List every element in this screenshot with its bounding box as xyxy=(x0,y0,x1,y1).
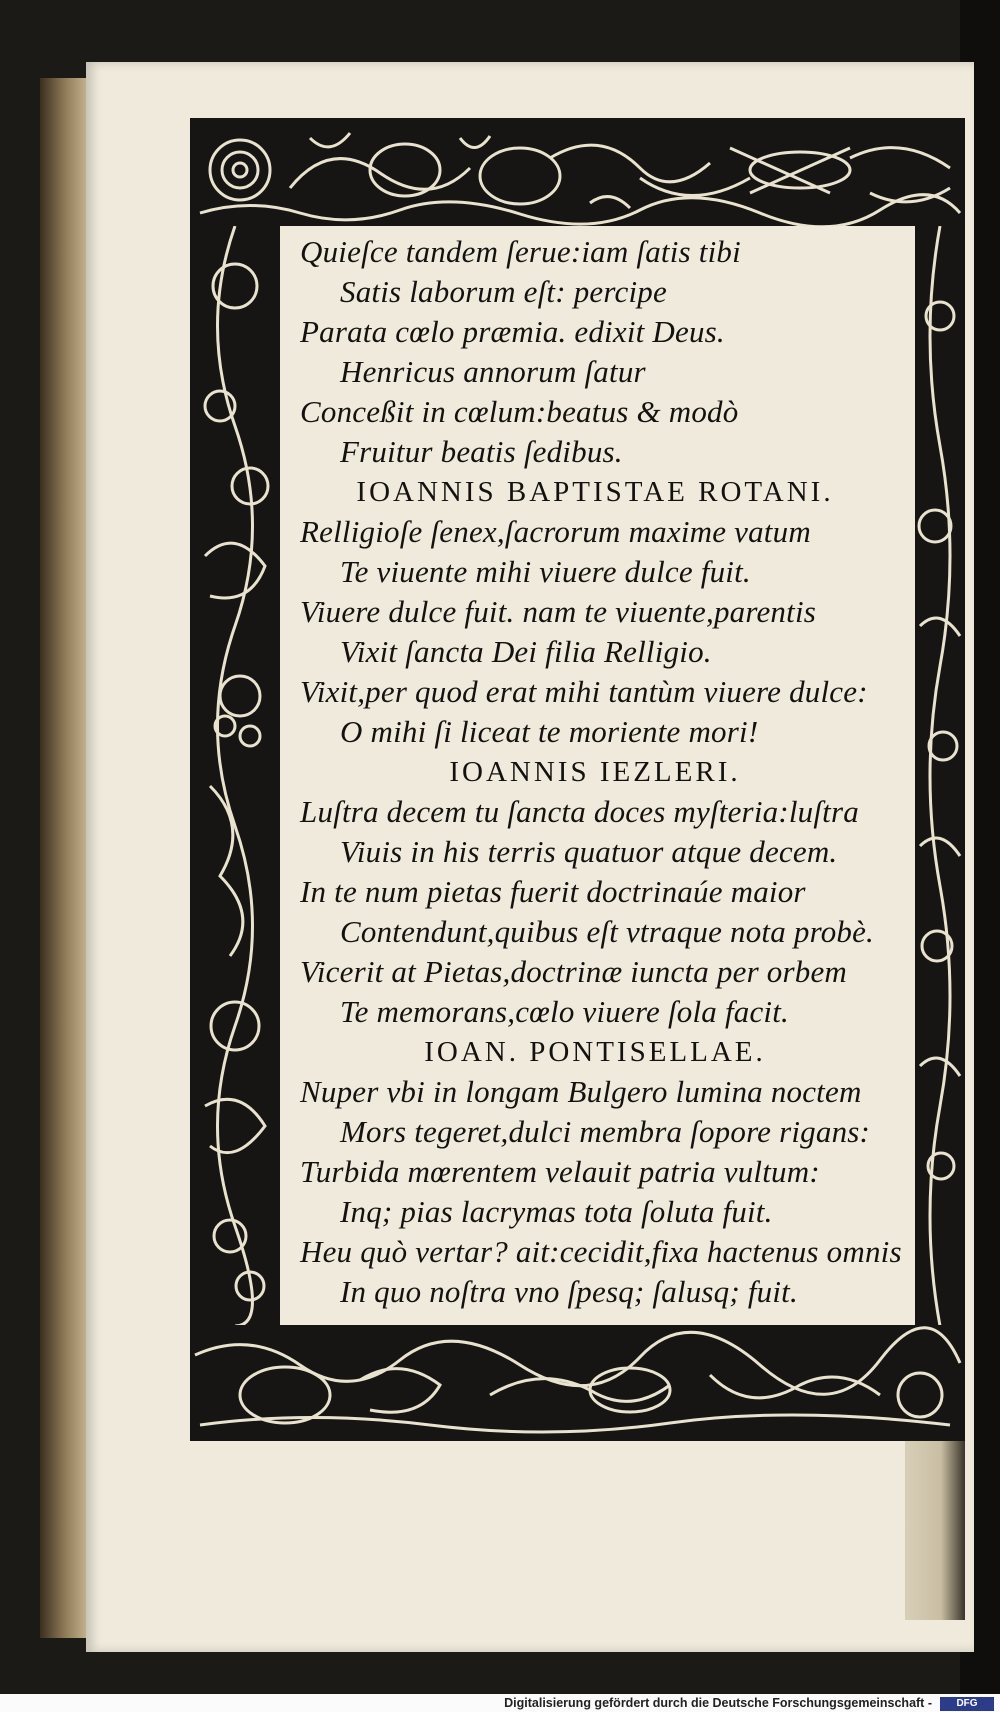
text-line: Quieſce tandem ſerue:iam ſatis tibi xyxy=(300,234,741,269)
text-line: Te memorans,cœlo viuere ſola facit. xyxy=(340,994,789,1029)
section-heading: IOANNIS BAPTISTAE ROTANI. xyxy=(356,476,834,508)
dfg-logo-icon: DFG xyxy=(940,1697,994,1711)
text-line: Conceßit in cœlum:beatus & modò xyxy=(300,394,739,429)
text-line: In quo noſtra vno ſpesq; ſalusq; fuit. xyxy=(340,1274,798,1309)
section-heading: IOANNIS IEZLERI. xyxy=(449,756,741,788)
text-line: Fruitur beatis ſedibus. xyxy=(340,434,623,469)
text-line: Nuper vbi in longam Bulgero lumina noctem xyxy=(300,1074,862,1109)
text-line: Te viuente mihi viuere dulce fuit. xyxy=(340,554,751,589)
text-line: Turbida mœrentem velauit patria vultum: xyxy=(300,1154,820,1189)
text-line: Vixit,per quod erat mihi tantùm viuere dulce: xyxy=(300,674,868,709)
text-line: O mihi ſi liceat te moriente mori! xyxy=(340,714,759,749)
text-line: Satis laborum eſt: percipe xyxy=(340,274,667,309)
funding-credit: Digitalisierung gefördert durch die Deutsche Forschungsgemeinschaft - xyxy=(504,1696,932,1710)
text-line: Mors tegeret,dulci membra ſopore rigans: xyxy=(340,1114,871,1149)
text-line: In te num pietas fuerit doctrinaúe maior xyxy=(300,874,806,909)
woodcut-vine-border-right-icon xyxy=(915,226,965,1326)
woodcut-animal-border-icon xyxy=(190,1325,965,1441)
text-line: Viuere dulce fuit. nam te viuente,parentis xyxy=(300,594,817,629)
text-line: Inq; pias lacrymas tota ſoluta fuit. xyxy=(340,1194,773,1229)
text-line: Luſtra decem tu ſancta doces myſteria:luſtra xyxy=(300,794,859,829)
text-line: Contendunt,quibus eſt vtraque nota probè. xyxy=(340,914,875,949)
text-line: Vixit ſancta Dei filia Relligio. xyxy=(340,634,712,669)
text-line: Vicerit at Pietas,doctrinæ iuncta per orbem xyxy=(300,954,847,989)
section-heading: IOAN. PONTISELLAE. xyxy=(424,1036,766,1068)
woodcut-floral-border-icon xyxy=(190,118,965,226)
text-line: Henricus annorum ſatur xyxy=(340,354,646,389)
poem-text xyxy=(300,232,920,1312)
text-line: Viuis in his terris quatuor atque decem. xyxy=(340,834,838,869)
text-line: Parata cœlo præmia. edixit Deus. xyxy=(300,314,725,349)
text-line: Relligioſe ſenex,ſacrorum maxime vatum xyxy=(300,514,811,549)
text-line: Heu quò vertar? ait:cecidit,fixa hactenus omnis xyxy=(300,1234,902,1269)
woodcut-vine-border-left-icon xyxy=(190,226,280,1326)
